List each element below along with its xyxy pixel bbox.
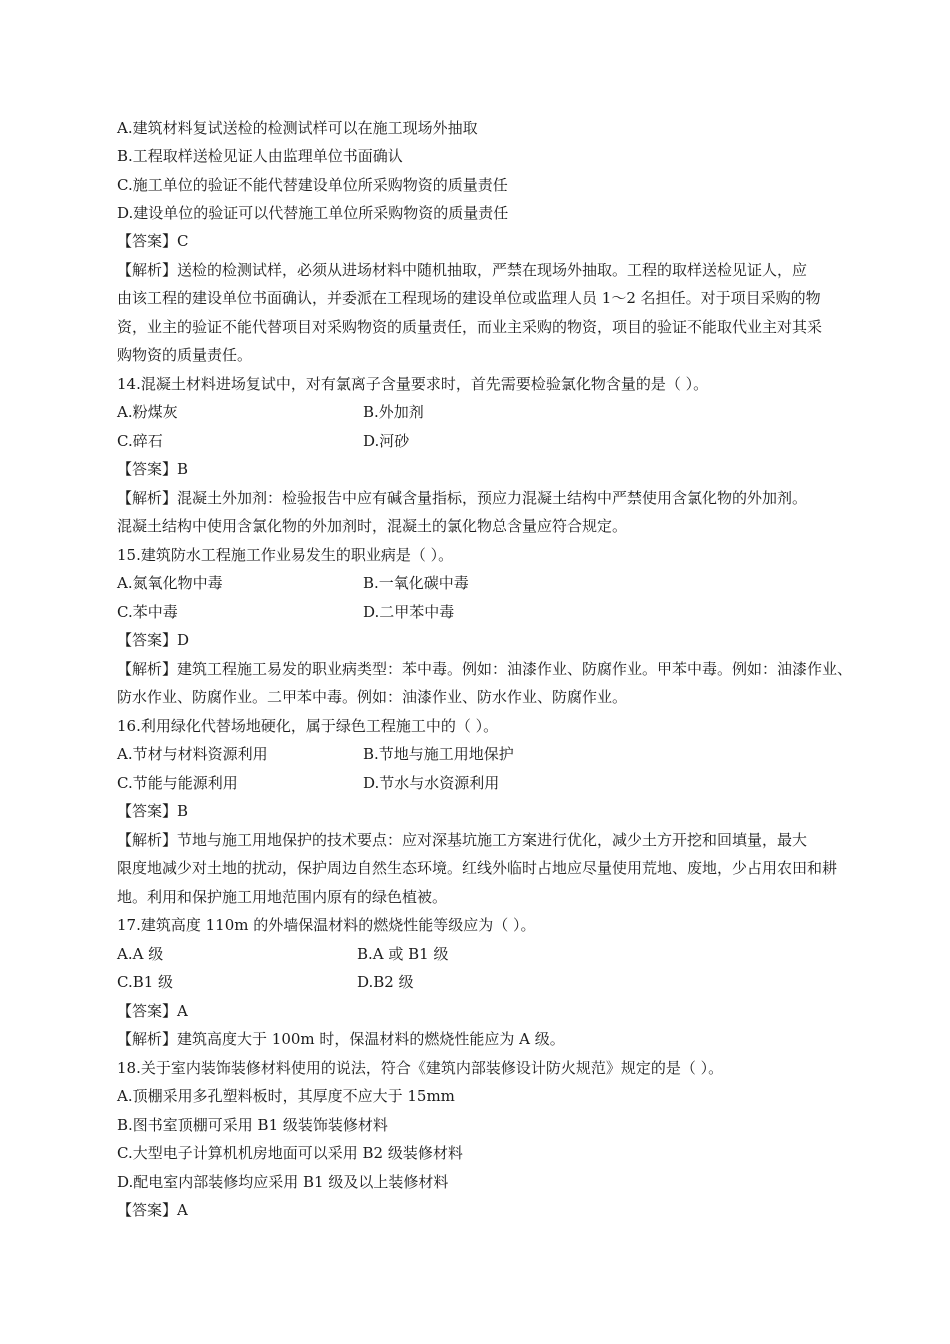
- q13-option-d: D.建设单位的验证可以代替施工单位所采购物资的质量责任: [117, 204, 509, 222]
- q15-option-d: D.二甲苯中毒: [363, 603, 455, 621]
- q17-answer: 【答案】A: [117, 1002, 188, 1020]
- q14-option-d: D.河砂: [363, 432, 410, 450]
- q16-option-b: B.节地与施工用地保护: [363, 745, 514, 763]
- q15-analysis-line-2: 防水作业、防腐作业。二甲苯中毒。例如：油漆作业、防水作业、防腐作业。: [117, 688, 628, 706]
- q16-analysis-line-3: 地。利用和保护施工用地范围内原有的绿色植被。: [117, 888, 448, 906]
- q14-analysis-line-2: 混凝土结构中使用含氯化物的外加剂时，混凝土的氯化物总含量应符合规定。: [117, 517, 628, 535]
- q17-option-a: A.A 级: [117, 945, 164, 963]
- q14-answer: 【答案】B: [117, 460, 189, 478]
- q14-option-c: C.碎石: [117, 432, 163, 450]
- q18-option-d: D.配电室内部装修均应采用 B1 级及以上装修材料: [117, 1173, 449, 1191]
- q14-option-b: B.外加剂: [363, 403, 424, 421]
- q15-answer: 【答案】D: [117, 631, 190, 649]
- q18-option-a: A.顶棚采用多孔塑料板时，其厚度不应大于 15mm: [117, 1087, 455, 1105]
- q13-option-c: C.施工单位的验证不能代替建设单位所采购物资的质量责任: [117, 176, 508, 194]
- q16-question: 16.利用绿化代替场地硬化，属于绿色工程施工中的（ ）。: [117, 717, 499, 735]
- q17-analysis-line-1: 【解析】建筑高度大于 100m 时，保温材料的燃烧性能应为 A 级。: [117, 1030, 565, 1048]
- q18-option-b: B.图书室顶棚可采用 B1 级装饰装修材料: [117, 1116, 388, 1134]
- q17-question: 17.建筑高度 110m 的外墙保温材料的燃烧性能等级应为（ ）。: [117, 916, 536, 934]
- q17-option-d: D.B2 级: [357, 973, 414, 991]
- q16-option-c: C.节能与能源利用: [117, 774, 238, 792]
- q18-question: 18.关于室内装饰装修材料使用的说法，符合《建筑内部装修设计防火规范》规定的是（ ）。: [117, 1059, 724, 1077]
- q17-option-c: C.B1 级: [117, 973, 174, 991]
- q13-answer: 【答案】C: [117, 232, 189, 250]
- q13-analysis-line-3: 资，业主的验证不能代替项目对采购物资的质量责任，而业主采购的物资，项目的验证不能取代业主对其采: [117, 318, 823, 336]
- q13-analysis-line-2: 由该工程的建设单位书面确认，并委派在工程现场的建设单位或监理人员 1～2 名担任。对于项目采购的物: [117, 289, 821, 307]
- q16-analysis-line-2: 限度地减少对土地的扰动，保护周边自然生态环境。红线外临时占地应尽量使用荒地、废地，少占用农田和耕: [117, 859, 838, 877]
- q13-option-b: B.工程取样送检见证人由监理单位书面确认: [117, 147, 403, 165]
- q18-option-c: C.大型电子计算机机房地面可以采用 B2 级装修材料: [117, 1144, 463, 1162]
- q14-option-a: A.粉煤灰: [117, 403, 178, 421]
- q15-option-c: C.苯中毒: [117, 603, 178, 621]
- q16-option-d: D.节水与水资源利用: [363, 774, 500, 792]
- q14-question: 14.混凝土材料进场复试中，对有氯离子含量要求时，首先需要检验氯化物含量的是（ ）。: [117, 375, 709, 393]
- q18-answer: 【答案】A: [117, 1201, 188, 1219]
- q13-option-a: A.建筑材料复试送检的检测试样可以在施工现场外抽取: [117, 119, 478, 137]
- q14-analysis-line-1: 【解析】混凝土外加剂：检验报告中应有碱含量指标，预应力混凝土结构中严禁使用含氯化物的外加剂。: [117, 489, 808, 507]
- q13-analysis-line-1: 【解析】送检的检测试样，必须从进场材料中随机抽取，严禁在现场外抽取。工程的取样送检见证人，应: [117, 261, 808, 279]
- q15-analysis-line-1: 【解析】建筑工程施工易发的职业病类型：苯中毒。例如：油漆作业、防腐作业。甲苯中毒。例如：油漆作业、: [117, 660, 853, 678]
- q15-question: 15.建筑防水工程施工作业易发生的职业病是（ ）。: [117, 546, 454, 564]
- q15-option-b: B.一氧化碳中毒: [363, 574, 469, 592]
- q13-analysis-line-4: 购物资的质量责任。: [117, 346, 253, 364]
- q16-answer: 【答案】B: [117, 802, 189, 820]
- q17-option-b: B.A 或 B1 级: [357, 945, 449, 963]
- q16-option-a: A.节材与材料资源利用: [117, 745, 268, 763]
- q15-option-a: A.氮氧化物中毒: [117, 574, 223, 592]
- q16-analysis-line-1: 【解析】节地与施工用地保护的技术要点：应对深基坑施工方案进行优化，减少土方开挖和回填量，最大: [117, 831, 808, 849]
